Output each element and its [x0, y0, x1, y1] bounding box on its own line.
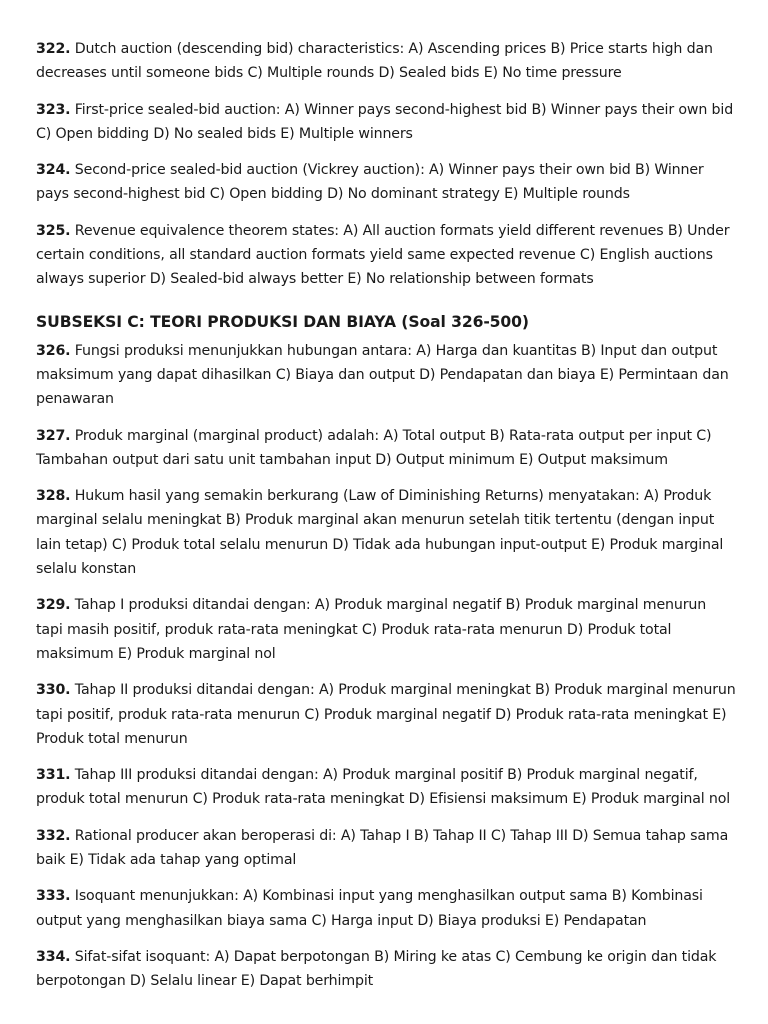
question-number: 325.	[36, 222, 71, 239]
question-number: 327.	[36, 427, 71, 444]
question-322	[36, 37, 736, 86]
question-text: Tahap I produksi ditandai dengan: A) Produk marginal negatif B) Produk marginal menurun tapi masih positif, produk rata-rata meningkat C) Produk rata-rata menurun D) Produk total maksimum E) Produk marginal nol	[36, 597, 707, 662]
question-number: 333.	[36, 888, 71, 905]
question-327	[36, 424, 736, 473]
question-number: 326.	[36, 342, 71, 359]
question-332	[36, 824, 736, 873]
question-number: 331.	[36, 767, 71, 784]
question-326	[36, 339, 736, 412]
question-number: 334.	[36, 948, 71, 965]
question-text: Sifat-sifat isoquant: A) Dapat berpotongan B) Miring ke atas C) Cembung ke origin dan tidak berpotongan D) Selalu linear E) Dapat berhimpit	[36, 948, 717, 990]
question-text: Revenue equivalence theorem states: A) All auction formats yield different revenues B) Under certain conditions, all standard auction formats yield same expected revenue C) English auctions always superior D) Sealed-bid always better E) No relationship between formats	[36, 222, 730, 288]
question-text: Rational producer akan beroperasi di: A) Tahap I B) Tahap II C) Tahap III D) Semua tahap sama baik E) Tidak ada tahap yang optimal	[36, 827, 729, 869]
question-number: 324.	[36, 162, 71, 179]
question-329	[36, 593, 736, 666]
question-number: 330.	[36, 682, 71, 699]
question-330	[36, 678, 736, 751]
question-number: 328.	[36, 488, 71, 505]
question-text: Produk marginal (marginal product) adalah: A) Total output B) Rata-rata output per input C) Tambahan output dari satu unit tambahan input D) Output minimum E) Output maksimum	[36, 427, 712, 468]
question-text: Tahap III produksi ditandai dengan: A) Produk marginal positif B) Produk marginal negatif, produk total menurun C) Produk rata-rata meningkat D) Efisiensi maksimum E) Produk marginal nol	[36, 767, 731, 808]
question-text: Hukum hasil yang semakin berkurang (Law of Diminishing Returns) menyatakan: A) Produk marginal selalu meningkat B) Produk marginal akan menurun setelah titik tertentu (dengan input lain tetap) C) Produk total selalu menurun D) Tidak ada hubungan input-output E) Produk marginal selalu konstan	[36, 488, 724, 578]
question-number: 322.	[36, 41, 71, 57]
question-text: Fungsi produksi menunjukkan hubungan antara: A) Harga dan kuantitas B) Input dan output maksimum yang dapat dihasilkan C) Biaya dan output D) Pendapatan dan biaya E) Permintaan dan penawaran	[36, 342, 729, 408]
question-text: Dutch auction (descending bid) characteristics: A) Ascending prices B) Price starts high dan decreases until someone bids C) Multiple rounds D) Sealed bids E) No time pressure	[36, 41, 713, 82]
question-text: Second-price sealed-bid auction (Vickrey auction): A) Winner pays their own bid B) Winner pays second-highest bid C) Open bidding D) No dominant strategy E) Multiple rounds	[36, 162, 704, 203]
question-text: Tahap II produksi ditandai dengan: A) Produk marginal meningkat B) Produk marginal menurun tapi positif, produk rata-rata menurun C) Produk marginal negatif D) Produk rata-rata meningkat E) Produk total menurun	[36, 682, 736, 747]
section-heading: SUBSEKSI C: TEORI PRODUKSI DAN BIAYA (Soal 326-500)	[36, 312, 529, 331]
question-325	[36, 219, 736, 292]
question-text: Isoquant menunjukkan: A) Kombinasi input yang menghasilkan output sama B) Kombinasi output yang menghasilkan biaya sama C) Harga input D) Biaya produksi E) Pendapatan	[36, 888, 703, 929]
question-323	[36, 98, 736, 147]
question-333	[36, 884, 736, 933]
question-number: 329.	[36, 597, 71, 614]
question-328	[36, 484, 736, 581]
question-324	[36, 158, 736, 207]
question-number: 323.	[36, 101, 71, 118]
question-text: First-price sealed-bid auction: A) Winner pays second-highest bid B) Winner pays their own bid C) Open bidding D) No sealed bids E) Multiple winners	[36, 101, 734, 142]
question-334	[36, 945, 736, 994]
question-number: 332.	[36, 827, 71, 844]
question-331	[36, 763, 736, 812]
